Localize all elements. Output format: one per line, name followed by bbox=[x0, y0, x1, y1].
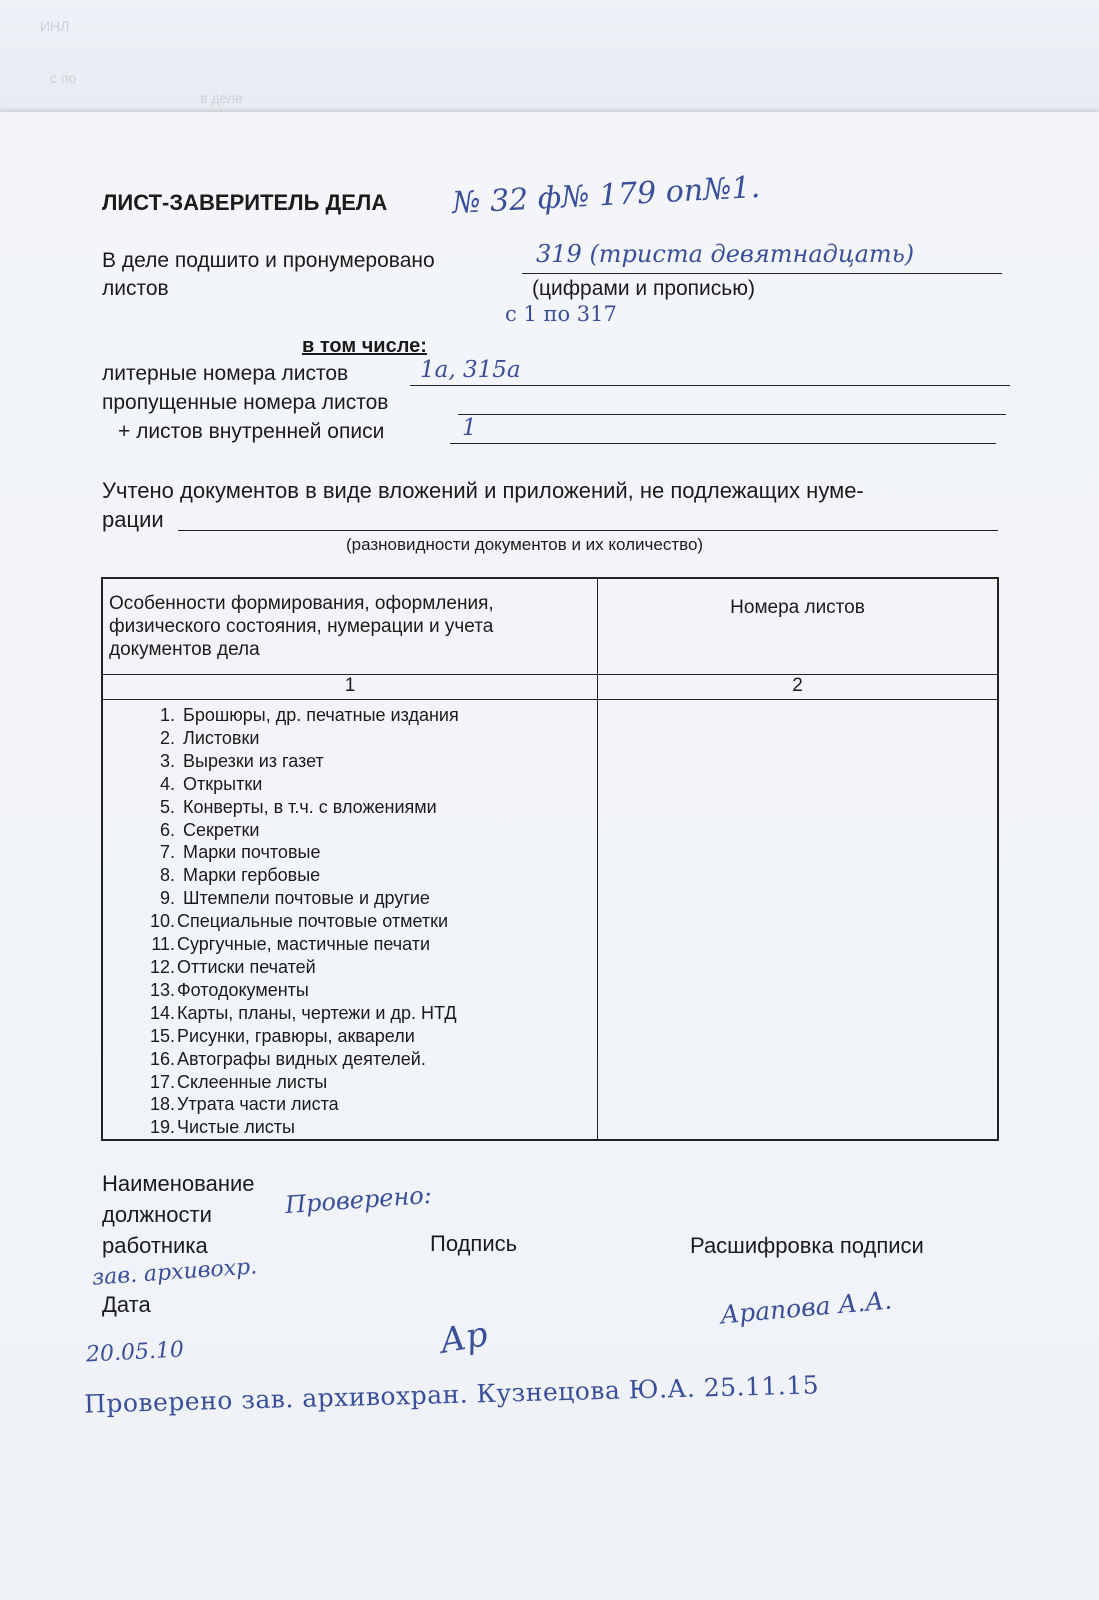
internal-inventory-label: + листов внутренней описи bbox=[118, 420, 385, 443]
list-item bbox=[143, 956, 597, 979]
item-number: 2. bbox=[159, 727, 175, 748]
list-item bbox=[143, 910, 597, 933]
signature-handwritten: Ар bbox=[436, 1314, 491, 1362]
attachments-text-2: рации bbox=[102, 507, 164, 532]
list-item bbox=[143, 1002, 597, 1025]
item-number: 16. bbox=[149, 1048, 175, 1069]
sheets-count-value[interactable]: 319 (триста девятнадцать) bbox=[536, 240, 915, 268]
item-label: Фотодокументы bbox=[177, 979, 309, 1000]
position-handwritten[interactable]: зав. архивохр. bbox=[91, 1254, 258, 1291]
underlying-sheet bbox=[0, 0, 1099, 130]
list-item bbox=[143, 979, 597, 1002]
item-label: Чистые листы bbox=[177, 1117, 295, 1138]
item-number: 7. bbox=[159, 842, 175, 863]
position-label-3: работника bbox=[102, 1233, 208, 1258]
list-item bbox=[143, 1048, 597, 1071]
item-label: Утрата части листа bbox=[177, 1094, 339, 1115]
list-item bbox=[143, 1025, 597, 1048]
list-item bbox=[143, 750, 597, 773]
internal-inventory-value[interactable]: 1 bbox=[462, 415, 477, 441]
case-features-table bbox=[101, 577, 999, 1141]
list-item bbox=[143, 864, 597, 887]
attachments-text: Учтено документов в виде вложений и приложений, не подлежащих нуме- bbox=[102, 478, 864, 503]
col2-number: 2 bbox=[598, 675, 999, 700]
skipped-sheets-line bbox=[458, 414, 1006, 415]
item-label: Конверты, в т.ч. с вложениями bbox=[183, 796, 437, 817]
col1-number: 1 bbox=[102, 675, 598, 700]
lettered-sheets-value[interactable]: 1а, 315а bbox=[420, 357, 521, 383]
item-number: 19. bbox=[149, 1117, 175, 1138]
list-item bbox=[143, 933, 597, 956]
attachments-line bbox=[178, 530, 998, 531]
item-number: 3. bbox=[159, 750, 175, 771]
item-label: Марки почтовые bbox=[183, 842, 321, 863]
item-label: Специальные почтовые отметки bbox=[177, 911, 449, 932]
case-number-handwritten: № 32 ф№ 179 оп№1. bbox=[451, 169, 761, 222]
recheck-note-handwritten: Проверено зав. архивохран. Кузнецова Ю.А. 25.11.15 bbox=[83, 1370, 820, 1419]
item-label: Секретки bbox=[183, 819, 260, 840]
list-item bbox=[143, 1071, 597, 1094]
list-item bbox=[143, 796, 597, 819]
decoding-handwritten[interactable]: Арапова А.А. bbox=[719, 1285, 894, 1330]
item-number: 15. bbox=[149, 1025, 175, 1046]
item-label: Оттиски печатей bbox=[177, 956, 316, 977]
features-list bbox=[103, 704, 597, 1139]
item-label: Открытки bbox=[183, 773, 263, 794]
item-label: Марки гербовые bbox=[183, 865, 321, 886]
lettered-sheets-line bbox=[410, 385, 1010, 386]
item-label: Штемпели почтовые и другие bbox=[183, 888, 430, 909]
sheets-count-label-2: листов bbox=[102, 277, 169, 300]
item-number: 4. bbox=[159, 773, 175, 794]
item-number: 1. bbox=[159, 705, 175, 725]
item-label: Рисунки, гравюры, акварели bbox=[177, 1025, 415, 1046]
item-number: 9. bbox=[159, 888, 175, 909]
list-item bbox=[143, 727, 597, 750]
decoding-label: Расшифровка подписи bbox=[690, 1233, 924, 1258]
list-item bbox=[143, 1116, 597, 1139]
item-label: Брошюры, др. печатные издания bbox=[183, 705, 459, 725]
sheets-count-line bbox=[522, 273, 1002, 274]
position-label-2: должности bbox=[102, 1202, 212, 1227]
item-number: 6. bbox=[159, 819, 175, 840]
list-item bbox=[143, 887, 597, 910]
features-list-cell bbox=[102, 700, 598, 1141]
skipped-sheets-label: пропущенные номера листов bbox=[102, 391, 389, 414]
item-number: 18. bbox=[149, 1094, 175, 1115]
list-item bbox=[143, 819, 597, 842]
position-label: Наименование bbox=[102, 1171, 255, 1196]
item-number: 5. bbox=[159, 796, 175, 817]
signature-label: Подпись bbox=[430, 1231, 518, 1256]
item-number: 14. bbox=[149, 1002, 175, 1023]
verified-handwritten: Проверено: bbox=[284, 1180, 433, 1220]
faded-text: в деле bbox=[200, 90, 243, 106]
lettered-sheets-label: литерные номера листов bbox=[102, 362, 349, 385]
date-handwritten[interactable]: 20.05.10 bbox=[85, 1337, 185, 1368]
item-number: 8. bbox=[159, 865, 175, 886]
sheets-count-hint: (цифрами и прописью) bbox=[532, 277, 755, 300]
item-label: Листовки bbox=[183, 727, 260, 748]
date-label: Дата bbox=[102, 1292, 151, 1317]
item-label: Склеенные листы bbox=[177, 1071, 328, 1092]
sheets-count-label: В деле подшито и пронумеровано bbox=[102, 249, 435, 272]
item-number: 13. bbox=[149, 979, 175, 1000]
item-label: Вырезки из газет bbox=[183, 750, 324, 771]
item-number: 12. bbox=[149, 956, 175, 977]
including-heading: в том числе: bbox=[302, 335, 427, 357]
internal-inventory-line bbox=[450, 443, 996, 444]
item-label: Сургучные, мастичные печати bbox=[177, 934, 431, 955]
sheet-numbers-cell[interactable] bbox=[598, 700, 999, 1141]
col2-header: Номера листов bbox=[598, 578, 999, 675]
item-number: 11. bbox=[151, 934, 175, 955]
item-label: Карты, планы, чертежи и др. НТД bbox=[177, 1002, 457, 1023]
list-item bbox=[143, 1093, 597, 1116]
col1-header: Особенности формирования, оформления, физического состояния, нумерации и учета документов дела bbox=[102, 578, 598, 675]
item-number: 17. bbox=[149, 1071, 175, 1092]
item-number: 10. bbox=[149, 911, 175, 932]
list-item bbox=[143, 704, 597, 727]
list-item bbox=[143, 773, 597, 796]
item-label: Автографы видных деятелей. bbox=[177, 1048, 426, 1069]
page-title: ЛИСТ-ЗАВЕРИТЕЛЬ ДЕЛА bbox=[102, 190, 388, 215]
attachments-hint: (разновидности документов и их количество) bbox=[346, 535, 704, 554]
list-item bbox=[143, 841, 597, 864]
faded-text: с по bbox=[50, 70, 77, 86]
faded-text: ИНЛ bbox=[40, 18, 70, 34]
sheets-range-handwritten: с 1 по 317 bbox=[505, 302, 617, 326]
